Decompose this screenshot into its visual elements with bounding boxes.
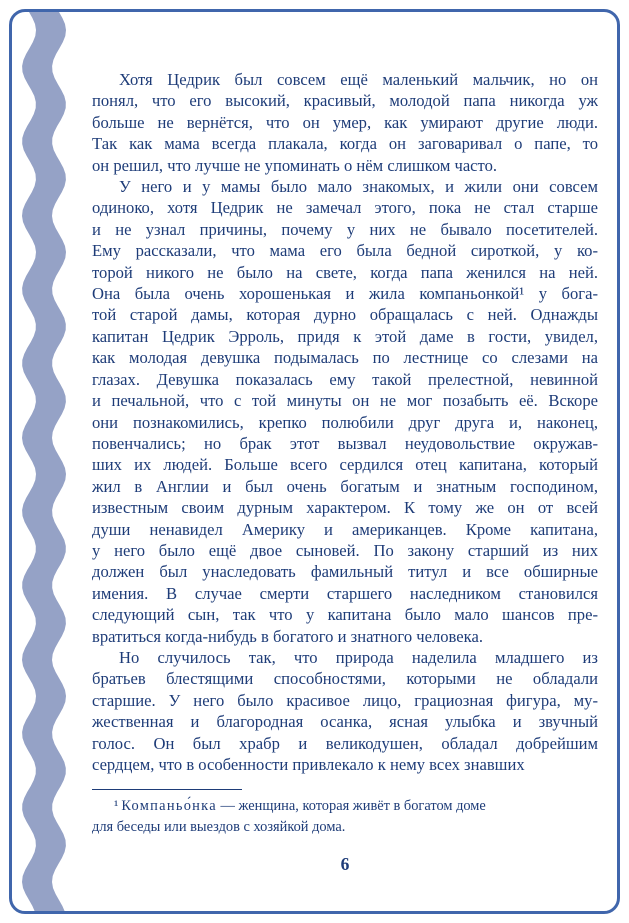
footnote-term: Компаньо́нка xyxy=(121,798,217,815)
text-line: глазах. Девушка показалась ему такой прелестной, невинной xyxy=(92,369,598,389)
footnote-separator xyxy=(92,789,242,790)
text-line: голос. Он был храбр и великодушен, обладал добрейшим xyxy=(92,733,598,753)
text-line: и не узнал причины, почему у них не бывало посетителей. xyxy=(92,219,598,239)
text-line: известным своим дурным характером. К тому же он от всей xyxy=(92,498,598,518)
text-line: они познакомились, крепко полюбили друг друга и, наконец, xyxy=(92,412,598,432)
text-line: одиноко, хотя Цедрик не замечал этого, пока не стал старше xyxy=(92,198,598,218)
text-line: У него и у мамы было мало знакомых, и жили они совсем xyxy=(119,177,598,197)
text-line: жил в Англии и был очень богатым и знатным господином, xyxy=(92,476,598,496)
page-number: 6 xyxy=(340,854,350,875)
text-block xyxy=(92,69,598,775)
paragraph xyxy=(92,69,598,176)
text-line: Она была очень хорошенькая и жила компаньонкой¹ у бога- xyxy=(92,284,598,304)
page-frame xyxy=(9,9,620,914)
text-line: души ненавидел Америку и американцев. Кроме капитана, xyxy=(92,519,598,539)
text-line: жественная и благородная осанка, ясная улыбка и звучный xyxy=(92,712,598,732)
text-line: Так как мама всегда плакала, когда он заговаривал о папе, то xyxy=(92,134,598,154)
paragraph xyxy=(92,176,598,647)
footnote-line xyxy=(92,796,598,817)
text-line: братьев блестящими способностями, которыми не обладали xyxy=(92,669,598,689)
text-column xyxy=(92,69,598,876)
footnote xyxy=(92,796,598,837)
footnote-line: для беседы или выездов с хозяйкой дома. xyxy=(92,818,346,835)
text-line: он решил, что лучше не упоминать о нём слишком часто. xyxy=(92,155,498,175)
footnote-text: — женщина, которая живёт в богатом доме xyxy=(216,798,486,815)
wavy-ribbon-svg xyxy=(12,12,74,914)
text-line: Хотя Цедрик был совсем ещё маленький мальчик, но он xyxy=(119,70,598,89)
text-line: как молодая девушка подымалась по лестнице со слезами на xyxy=(92,348,598,368)
text-line: повенчались; но брак этот вызвал неудовольствие окружав- xyxy=(92,433,598,453)
text-line: капитан Цедрик Эрроль, придя к этой даме в гости, увидел, xyxy=(92,326,598,346)
text-line: понял, что его высокий, красивый, молодой папа никогда уж xyxy=(92,91,598,111)
text-line: сердцем, что в особенности привлекало к нему всех знавших xyxy=(92,755,525,774)
paragraph xyxy=(92,647,598,775)
text-line: Но случилось так, что природа наделила младшего из xyxy=(119,647,598,667)
text-line: у него было ещё двое сыновей. По закону старший из них xyxy=(92,540,598,560)
text-line: ших их людей. Больше всего сердился отец капитана, который xyxy=(92,455,598,475)
wavy-ribbon-decoration xyxy=(12,12,74,911)
text-line: имения. В случае смерти старшего наследником становился xyxy=(92,583,598,603)
text-line: торой никого не было на свете, когда папа женился на ней. xyxy=(92,262,598,282)
text-line: и печальной, что с той минуты он не мог позабыть её. Вскоре xyxy=(92,391,598,411)
text-line: вратиться когда-нибудь в богатого и знатного человека. xyxy=(92,626,483,646)
text-line: должен был унаследовать фамильный титул и все обширные xyxy=(92,562,598,582)
text-line: больше не вернётся, что он умер, как умирают другие люди. xyxy=(92,112,598,132)
text-line: той старой дамы, которая дурно обращалась с ней. Однажды xyxy=(92,305,598,325)
text-line: следующий сын, так что у капитана было мало шансов пре- xyxy=(92,605,598,625)
text-line: Ему рассказали, что мама его была бедной сироткой, у ко- xyxy=(92,241,598,261)
footnote-marker: ¹ xyxy=(114,798,119,815)
text-line: старшие. У него было красивое лицо, грациозная фигура, му- xyxy=(92,690,598,710)
